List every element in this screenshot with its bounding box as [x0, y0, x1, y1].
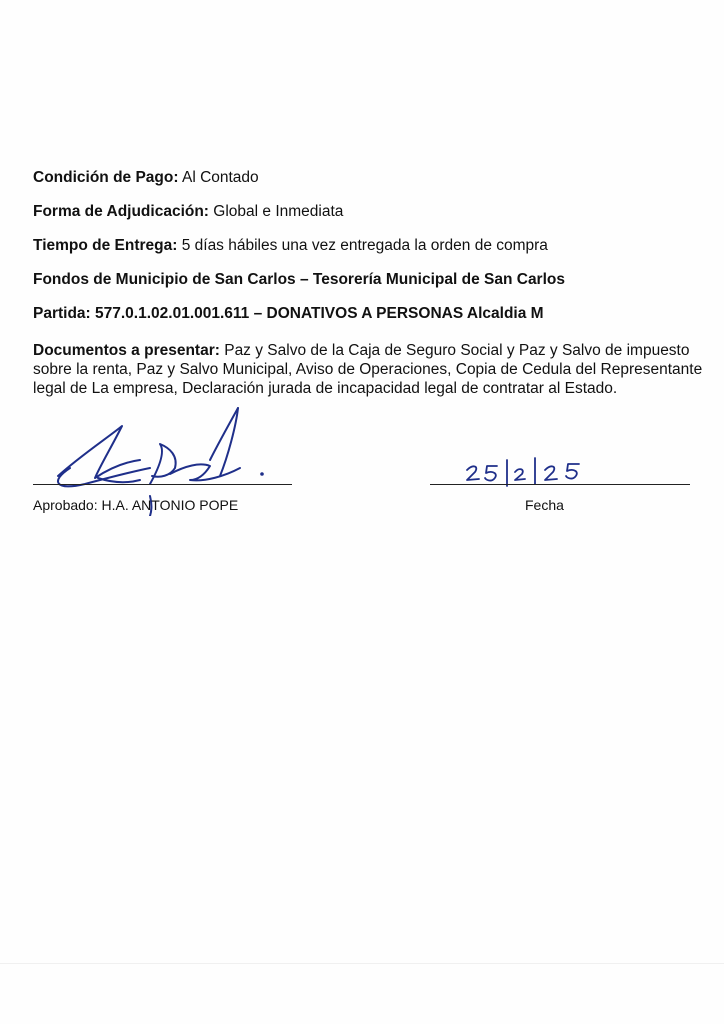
date-label: Fecha: [525, 497, 564, 513]
signature-line-date: [430, 484, 690, 485]
fondos-line: [33, 270, 565, 289]
signature-line-approved: [33, 484, 292, 485]
handwritten-date-drawing: [455, 448, 605, 488]
scan-edge-divider: [0, 963, 724, 964]
documentos-label: Documentos a presentar:: [33, 342, 220, 359]
tiempo-de-entrega: [33, 236, 548, 255]
forma-label: Forma de Adjudicación:: [33, 203, 209, 220]
tiempo-value: 5 días hábiles una vez entregada la orden de compra: [177, 237, 548, 254]
condicion-label: Condición de Pago:: [33, 169, 179, 186]
forma-value: Global e Inmediata: [208, 203, 344, 220]
condicion-de-pago: [33, 168, 259, 187]
documentos-value: Paz y Salvo de la Caja de Seguro Social y Paz y Salvo de impuesto sobre la renta, Paz y Salvo Municipal, Aviso de Operaciones, Copia de Cedula del Representante legal de La empresa, Declaración jurada de incapacidad legal de contratar al Estado.: [33, 342, 703, 397]
partida-line: [33, 304, 544, 323]
tiempo-label: Tiempo de Entrega:: [33, 237, 178, 254]
forma-de-adjudicacion: [33, 202, 343, 221]
handwritten-date: [455, 448, 605, 488]
condicion-value: Al Contado: [178, 169, 259, 186]
fondos-text: Fondos de Municipio de San Carlos – Tesorería Municipal de San Carlos: [33, 271, 565, 288]
approved-label: Aprobado: H.A. ANTONIO POPE: [33, 497, 239, 513]
documentos-a-presentar: [33, 341, 703, 398]
partida-text: Partida: 577.0.1.02.01.001.611 – DONATIVOS A PERSONAS Alcaldia M: [33, 305, 544, 322]
